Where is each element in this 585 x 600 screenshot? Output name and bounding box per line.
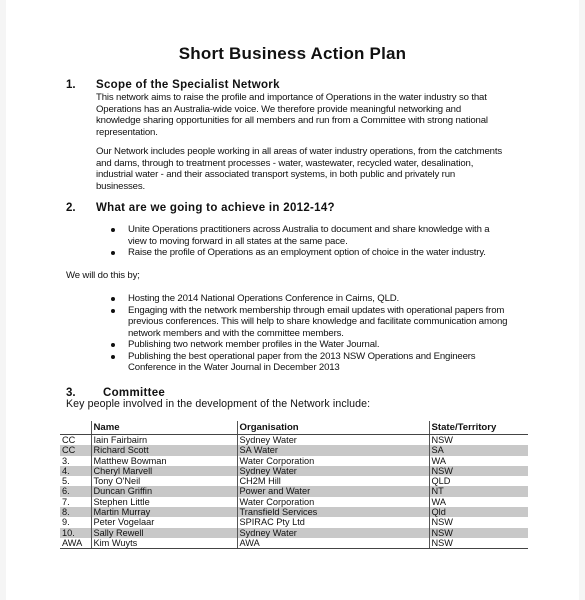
table-row bbox=[60, 507, 528, 517]
table-cell: Kim Wuyts bbox=[91, 538, 237, 549]
bullet-icon bbox=[111, 297, 115, 301]
table-cell: SA Water bbox=[237, 445, 429, 455]
column-header: Name bbox=[91, 421, 237, 435]
table-cell: Peter Vogelaar bbox=[91, 517, 237, 527]
list-item-text: Hosting the 2014 National Operations Conference in Cairns, QLD. bbox=[128, 293, 400, 304]
list-item-text: Unite Operations practitioners across Australia to document and share knowledge with a bbox=[128, 224, 490, 235]
table-cell: NSW bbox=[429, 466, 528, 476]
bullet-icon bbox=[111, 343, 115, 347]
table-row bbox=[60, 466, 528, 476]
table-row bbox=[60, 486, 528, 496]
list-item-text: view to moving forward in all states at the same pace. bbox=[128, 235, 348, 247]
bullet-icon bbox=[111, 228, 115, 232]
paragraph-line: and dams, through to treatment processes - water, wastewater, recycled water, desalination, bbox=[96, 157, 474, 169]
table-cell: NSW bbox=[429, 528, 528, 538]
list-item bbox=[108, 293, 548, 305]
table-cell: SPIRAC Pty Ltd bbox=[237, 517, 429, 527]
table-cell: 9. bbox=[62, 517, 70, 528]
table-cell: Richard Scott bbox=[91, 445, 237, 455]
column-header bbox=[60, 421, 91, 435]
actions-list bbox=[108, 293, 548, 374]
actions-intro: We will do this by; bbox=[66, 270, 140, 281]
table-cell: Water Corporation bbox=[237, 456, 429, 466]
table-cell: WA bbox=[429, 456, 528, 466]
section-3-number: 3. bbox=[66, 387, 76, 399]
table-header-row bbox=[60, 421, 528, 435]
table-cell: 10. bbox=[60, 528, 91, 538]
table-cell: CH2M Hill bbox=[237, 476, 429, 486]
section-1-paragraph-1 bbox=[96, 92, 488, 138]
table-row bbox=[60, 445, 528, 455]
list-item bbox=[108, 247, 548, 259]
table-cell: Power and Water bbox=[237, 486, 429, 496]
document-title: Short Business Action Plan bbox=[178, 44, 407, 63]
table-row bbox=[60, 528, 528, 538]
table-row bbox=[60, 435, 528, 446]
paragraph-line: knowledge sharing opportunities for all members and run from a Committee with strong national bbox=[96, 115, 488, 126]
table-cell: Sydney Water bbox=[237, 528, 429, 538]
paragraph-line: Operations has an Australia-wide voice. We therefore provide meaningful networking and bbox=[96, 103, 462, 115]
table-row bbox=[60, 497, 528, 507]
table-cell: 6. bbox=[60, 486, 91, 496]
paragraph-line: industrial water - and their associated transport systems, in both public and privately run bbox=[96, 169, 456, 180]
list-item bbox=[108, 339, 548, 351]
list-item-text: previous conferences. This will help to share knowledge and facilitate communication among bbox=[128, 316, 508, 327]
table-cell: Stephen Little bbox=[91, 497, 237, 507]
table-cell: 7. bbox=[62, 496, 70, 507]
table-row bbox=[60, 517, 528, 527]
table-cell: Tony O'Neil bbox=[91, 476, 237, 486]
table-cell: Qld bbox=[429, 507, 528, 517]
list-item-text: Publishing the best operational paper from the 2013 NSW Operations and Engineers bbox=[128, 350, 476, 362]
table-cell: Sydney Water bbox=[237, 466, 429, 476]
table-cell: SA bbox=[429, 445, 528, 455]
table-cell: QLD bbox=[429, 476, 528, 486]
table-cell: NSW bbox=[429, 435, 528, 446]
table-cell: 3. bbox=[62, 455, 70, 466]
table-row bbox=[60, 476, 528, 486]
table-cell: CC bbox=[62, 435, 76, 445]
section-1-paragraph-2 bbox=[96, 146, 502, 192]
list-item-text: Conference in the Water Journal in December 2013 bbox=[128, 362, 340, 373]
bullet-icon bbox=[111, 251, 115, 255]
table-cell: Cheryl Marvell bbox=[91, 466, 237, 476]
bullet-icon bbox=[111, 309, 115, 313]
list-item-text: network members and with the committee members. bbox=[128, 327, 344, 339]
table-cell: Water Corporation bbox=[237, 497, 429, 507]
paragraph-line: representation. bbox=[96, 126, 158, 138]
table-cell: Duncan Griffin bbox=[91, 486, 237, 496]
committee-table bbox=[60, 421, 528, 549]
paragraph-line: businesses. bbox=[96, 180, 146, 192]
section-1-heading: Scope of the Specialist Network bbox=[96, 79, 280, 91]
table-cell: CC bbox=[60, 445, 91, 455]
column-header: State/Territory bbox=[429, 421, 528, 435]
section-1-number: 1. bbox=[66, 79, 76, 91]
table-cell: 4. bbox=[60, 466, 91, 476]
table-cell: Sydney Water bbox=[237, 435, 429, 446]
table-cell: NT bbox=[429, 486, 528, 496]
section-2-number: 2. bbox=[66, 202, 76, 214]
list-item bbox=[108, 351, 548, 374]
section-3-heading: Committee bbox=[103, 387, 166, 399]
table-cell: Iain Fairbairn bbox=[91, 435, 237, 446]
list-item bbox=[108, 305, 548, 340]
table-cell: NSW bbox=[429, 538, 528, 549]
table-cell: NSW bbox=[429, 517, 528, 527]
table-cell: AWA bbox=[237, 538, 429, 549]
list-item-text: Publishing two network member profiles in the Water Journal. bbox=[128, 339, 380, 350]
table-cell: Martin Murray bbox=[91, 507, 237, 517]
paragraph-line: This network aims to raise the profile and importance of Operations in the water industry so that bbox=[96, 92, 487, 103]
committee-intro: Key people involved in the development of the Network include: bbox=[66, 398, 371, 410]
goals-list bbox=[108, 224, 548, 259]
table-cell: Sally Rewell bbox=[91, 528, 237, 538]
list-item-text: Raise the profile of Operations as an employment option of choice in the water industry. bbox=[128, 247, 486, 258]
table-cell: Transfield Services bbox=[237, 507, 429, 517]
list-item-text: Engaging with the network membership through email updates with operational papers from bbox=[128, 304, 505, 316]
table-cell: Matthew Bowman bbox=[91, 456, 237, 466]
table-row bbox=[60, 456, 528, 466]
table-cell: AWA bbox=[60, 538, 91, 549]
paragraph-line: Our Network includes people working in all areas of water industry operations, from the catchments bbox=[96, 146, 503, 157]
table-cell: WA bbox=[429, 497, 528, 507]
table-cell: 5. bbox=[62, 476, 70, 487]
section-2-heading: What are we going to achieve in 2012-14? bbox=[96, 202, 335, 214]
column-header: Organisation bbox=[237, 421, 429, 435]
table-cell: 8. bbox=[60, 507, 91, 517]
list-item bbox=[108, 224, 548, 247]
table-row bbox=[60, 538, 528, 549]
bullet-icon bbox=[111, 355, 115, 359]
